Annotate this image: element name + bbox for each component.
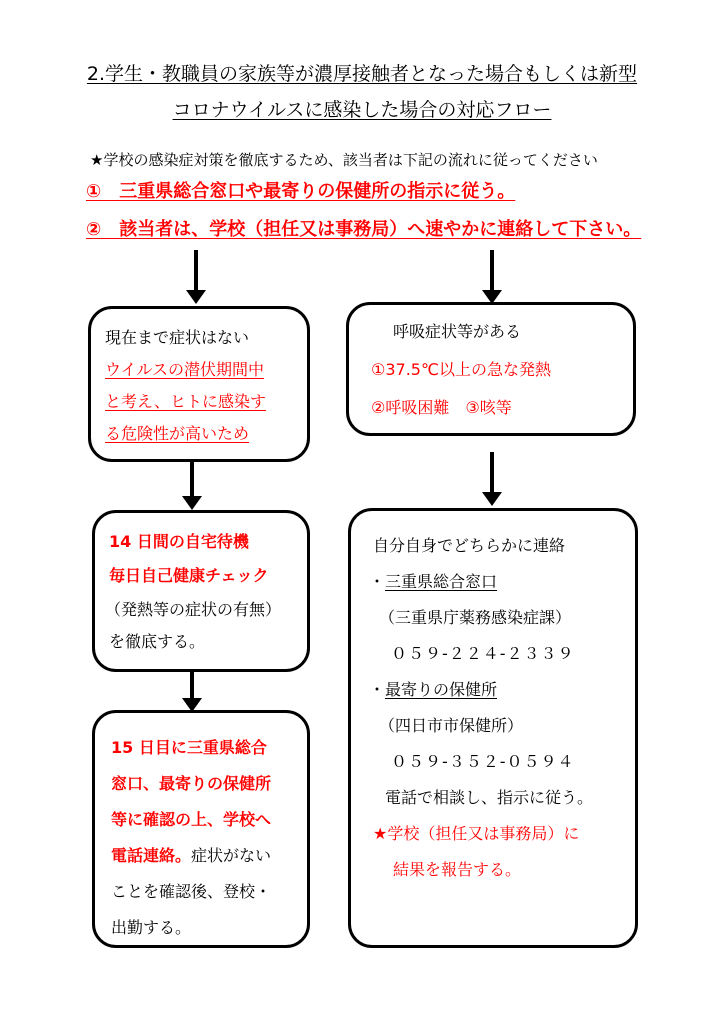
right-box2-line2 [369,569,497,595]
right-box2-line3: （三重県庁薬務感染症課） [379,608,572,627]
left-box1-line2: ウイルスの潜伏期間中 [105,360,265,379]
step-2: ② 該当者は、学校（担任又は事務局）へ速やかに連絡して下さい。 [86,219,642,240]
left-box3-line3: 等に確認の上、学校へ [111,810,272,829]
left-box3-line4-black: 症状がない [191,846,272,865]
left-box1-line3: と考え、ヒトに感染す [105,392,266,411]
right-box1-line2: ①37.5℃以上の急な発熱 [371,360,551,379]
left-box3-line4-red: 電話連絡。 [111,846,192,865]
bullet-icon: ・ [369,680,386,699]
left-box-home-wait [92,510,310,672]
right-box2-line5-label: 最寄りの保健所 [385,680,498,699]
right-box2-line10: 結果を報告する。 [393,860,522,879]
intro-note: ★学校の感染症対策を徹底するため、該当者は下記の流れに従ってください [90,151,598,169]
left-box2-line4: を徹底する。 [109,632,206,651]
arrow-down-icon [186,250,206,304]
left-box3-line2: 窓口、最寄りの保健所 [111,774,272,793]
left-box3-line6: 出勤する。 [111,918,192,937]
left-box2-line2: 毎日自己健康チェック [109,566,269,585]
left-box3-line4 [111,843,271,869]
left-box-no-symptoms [88,306,310,462]
left-box3-line5: ことを確認後、登校・ [111,882,272,901]
right-box2-line8: 電話で相談し、指示に従う。 [385,788,594,807]
right-box2-line1: 自分自身でどちらかに連絡 [373,536,566,555]
arrow-down-icon [182,462,202,510]
right-box1-line3: ②呼吸困難 ③咳等 [371,398,512,417]
right-box-respiratory [346,302,636,436]
right-box2-line6: （四日市市保健所） [379,716,524,735]
left-box-day-15 [92,710,310,948]
arrow-down-icon [182,672,202,712]
right-box2-line9: ★学校（担任又は事務局）に [373,824,580,843]
title-line-1: 2.学生・教職員の家族等が濃厚接触者となった場合もしくは新型 [86,63,638,85]
right-box2-line5 [369,677,497,703]
arrow-down-icon [482,452,502,506]
right-box2-phone2: ０５９-３５２-０５９４ [391,752,575,771]
left-box2-line3: （発熱等の症状の有無） [105,600,282,619]
arrow-down-icon [482,250,502,304]
left-box3-line1: 15 日目に三重県総合 [111,738,267,757]
left-box1-line1: 現在まで症状はない [105,328,250,347]
right-box2-phone1: ０５９-２２４-２３３９ [391,644,575,663]
title-line-2: コロナウイルスに感染した場合の対応フロー [172,99,552,121]
right-box-contact [348,508,638,948]
left-box2-line1: 14 日間の自宅待機 [109,532,249,551]
bullet-icon: ・ [369,572,386,591]
right-box1-line1: 呼吸症状等がある [393,322,522,341]
left-box1-line4: る危険性が高いため [105,424,250,443]
right-box2-line2-label: 三重県総合窓口 [385,572,498,591]
step-1: ① 三重県総合窓口や最寄りの保健所の指示に従う。 [86,181,516,202]
